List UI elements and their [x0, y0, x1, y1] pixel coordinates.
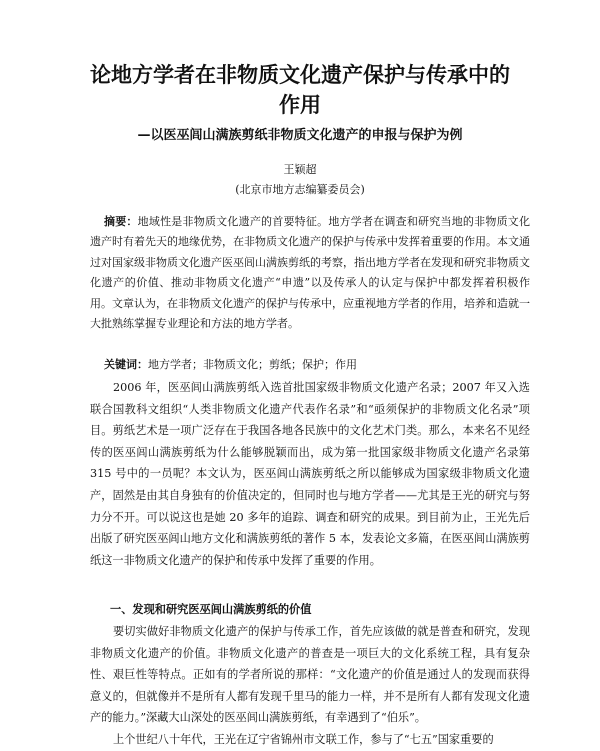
paper-title-line2: 作用	[279, 93, 321, 117]
section-heading-1: 一、发现和研究医巫闾山满族剪纸的价值	[110, 602, 312, 616]
paper-subtitle: —以医巫闾山满族剪纸非物质文化遗产的申报与保护为例	[137, 128, 463, 143]
author-affiliation: (北京市地方志编纂委员会)	[235, 183, 365, 196]
abstract-label: 摘要：	[104, 215, 138, 228]
keywords-label: 关键词：	[104, 358, 148, 371]
abstract-text: 地域性是非物质文化遗产的首要特征。地方学者在调查和研究当地的非物质文化遗产时有着先天的地缘优势，在非物质文化遗产的保护与传承中发挥着重要的作用。本文通过对国家级非物质文化遗产医巫闾山满族剪纸的考察，指出地方学者在发现和研究非物质文化遗产的价值、推动非物质文化遗产“申遗”以及传承人的认定与保护中都发挥着积极作用。文章认为，在非物质文化遗产的保护与传承中，应重视地方学者的作用，培养和造就一大批熟练掌握专业理论和方法的地方学者。	[90, 215, 531, 331]
keywords	[90, 355, 530, 375]
body-paragraph-3: 上个世纪八十年代，王光在辽宁省锦州市文联工作，参与了“七五”国家重要的	[113, 733, 494, 746]
body-paragraph-2: 要切实做好非物质文化遗产的保护与传承工作，首先应该做的就是普查和研究，发现非物质文化遗产的价值。非物质文化遗产的普查是一项巨大的文化系统工程，具有复杂性、艰巨性等特点。正如有的学者所说的那样：“文化遗产的价值是通过人的发现而获得意义的，但就像并不是所有人都有发现千里马的能力一样，并不是所有人都有发现文化遗产的能力。”深藏大山深处的医巫闾山满族剪纸，有幸遇到了“伯乐”。	[90, 625, 530, 725]
author-name: 王颖超	[283, 163, 317, 176]
keywords-text: 地方学者；非物质文化；剪纸；保护；作用	[148, 358, 357, 371]
paper-title-line1: 论地方学者在非物质文化遗产保护与传承中的	[90, 63, 510, 87]
abstract	[90, 212, 530, 334]
body-paragraph-1: 2006 年，医巫闾山满族剪纸入选首批国家级非物质文化遗产名录；2007 年又入选联合国教科文组织“人类非物质文化遗产代表作名录”和“亟须保护的非物质文化名录”项目。剪纸艺术是一项广泛存在于我国各地各民族中的文化艺术门类。那么，本来名不见经传的医巫闾山满族剪纸为什么能够脱颖而出，成为第一批国家级非物质文化遗产名录第 315 号中的一员呢？本文认为，医巫闾山满族剪纸之所以能够成为国家级非物质文化遗产，固然是由其自身独有的价值决定的，但同时也与地方学者——尤其是王光的研究与努力分不开。可以说这也是她 20 多年的追踪、调查和研究的成果。到目前为止，王光先后出版了研究医巫闾山地方文化和满族剪纸的著作 5 本，发表论文多篇，在医巫闾山满族剪纸这一非物质文化遗产的保护和传承中发挥了重要的作用。	[90, 381, 530, 567]
